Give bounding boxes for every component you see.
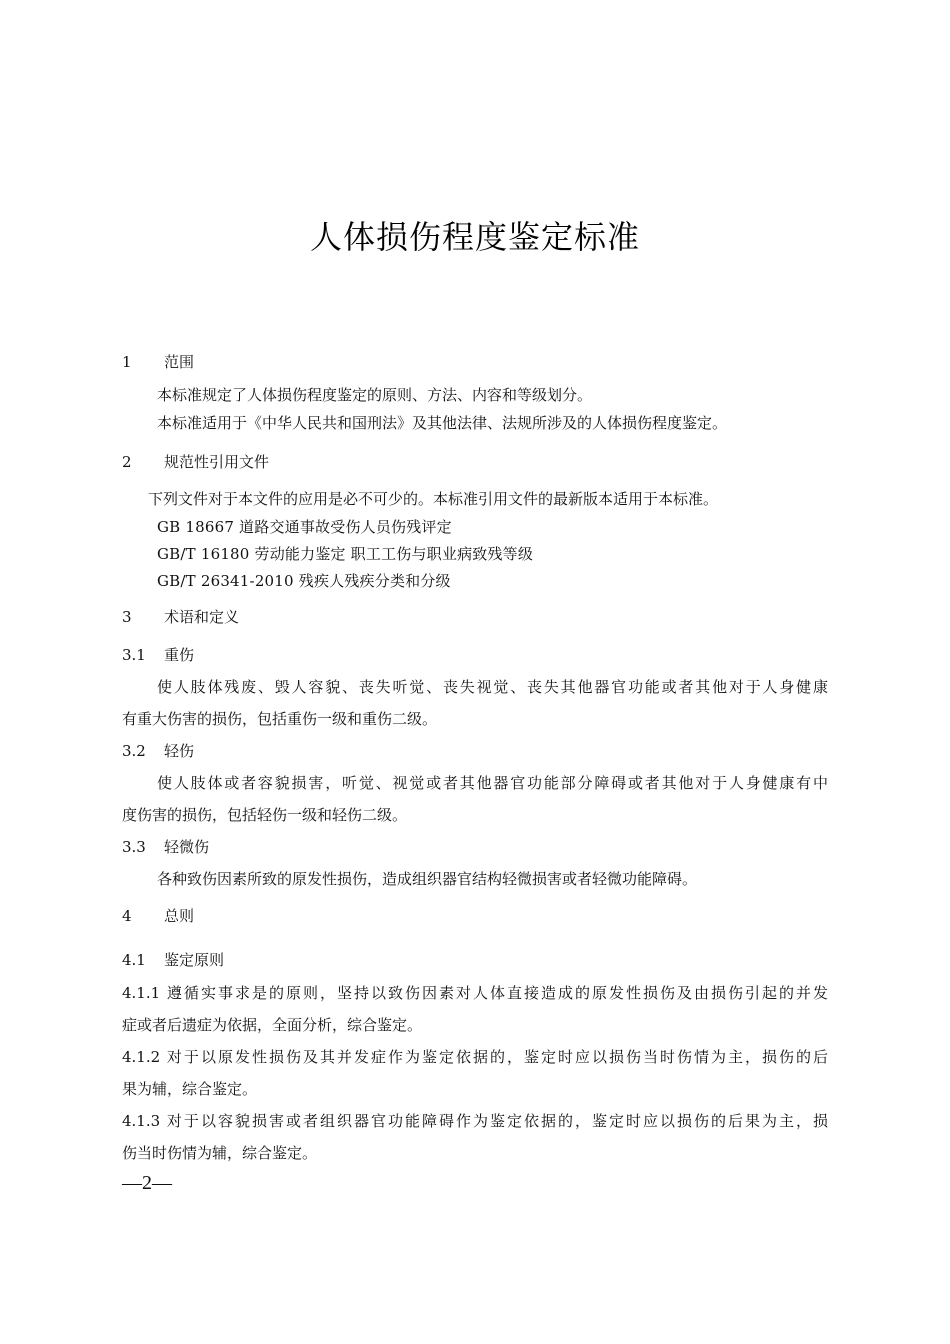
paragraph: 下列文件对于本文件的应用是必不可少的。本标准引用文件的最新版本适用于本标准。 [148,490,719,508]
section-number: 1 [122,353,132,371]
subsection-title: 重伤 [164,646,195,664]
subsection-3-2-heading [122,741,194,761]
reference-item: GB/T 16180 劳动能力鉴定 职工工伤与职业病致残等级 [157,545,534,563]
paragraph: 本标准适用于《中华人民共和国刑法》及其他法律、法规所涉及的人体损伤程度鉴定。 [157,414,728,432]
section-number: 2 [122,453,132,471]
subsection-number: 3.2 [122,742,146,760]
clause-4-1-1: 4.1.1 遵循实事求是的原则，坚持以致伤因素对人体直接造成的原发性损伤及由损伤引起的并发 [122,984,828,1002]
paragraph: 使人肢体或者容貌损害，听觉、视觉或者其他器官功能部分障碍或者其他对于人身健康有中 [157,774,828,792]
subsection-number: 4.1 [122,951,146,969]
subsection-number: 3.3 [122,838,146,856]
clause-4-1-3-cont: 伤当时伤情为辅，综合鉴定。 [122,1144,318,1162]
section-2-heading [122,452,269,472]
subsection-3-3-heading [122,837,209,857]
section-3-heading [122,607,239,627]
page-number: —2— [122,1172,172,1194]
subsection-title: 鉴定原则 [164,951,225,969]
reference-item: GB 18667 道路交通事故受伤人员伤残评定 [157,518,452,536]
paragraph: 使人肢体残废、毁人容貌、丧失听觉、丧失视觉、丧失其他器官功能或者其他对于人身健康 [157,678,828,696]
clause-4-1-2: 4.1.2 对于以原发性损伤及其并发症作为鉴定依据的，鉴定时应以损伤当时伤情为主，损伤的后 [122,1048,828,1066]
section-title: 总则 [164,907,195,925]
paragraph: 本标准规定了人体损伤程度鉴定的原则、方法、内容和等级划分。 [157,386,593,404]
paragraph: 有重大伤害的损伤，包括重伤一级和重伤二级。 [122,710,438,728]
document-title: 人体损伤程度鉴定标准 [309,218,640,256]
section-1-heading [122,352,194,372]
subsection-title: 轻伤 [164,742,195,760]
subsection-3-1-heading [122,645,194,665]
paragraph: 度伤害的损伤，包括轻伤一级和轻伤二级。 [122,806,408,824]
subsection-4-1-heading [122,950,224,970]
clause-4-1-3: 4.1.3 对于以容貌损害或者组织器官功能障碍作为鉴定依据的，鉴定时应以损伤的后果为主，损 [122,1112,828,1130]
paragraph: 各种致伤因素所致的原发性损伤，造成组织器官结构轻微损害或者轻微功能障碍。 [157,870,698,888]
section-title: 术语和定义 [164,608,240,626]
clause-4-1-2-cont: 果为辅，综合鉴定。 [122,1080,258,1098]
section-4-heading [122,906,194,926]
section-title: 范围 [164,353,195,371]
section-number: 3 [122,608,132,626]
subsection-number: 3.1 [122,646,146,664]
reference-item: GB/T 26341-2010 残疾人残疾分类和分级 [157,572,451,590]
section-number: 4 [122,907,132,925]
subsection-title: 轻微伤 [164,838,210,856]
clause-4-1-1-cont: 症或者后遗症为依据，全面分析，综合鉴定。 [122,1016,423,1034]
section-title: 规范性引用文件 [164,453,270,471]
